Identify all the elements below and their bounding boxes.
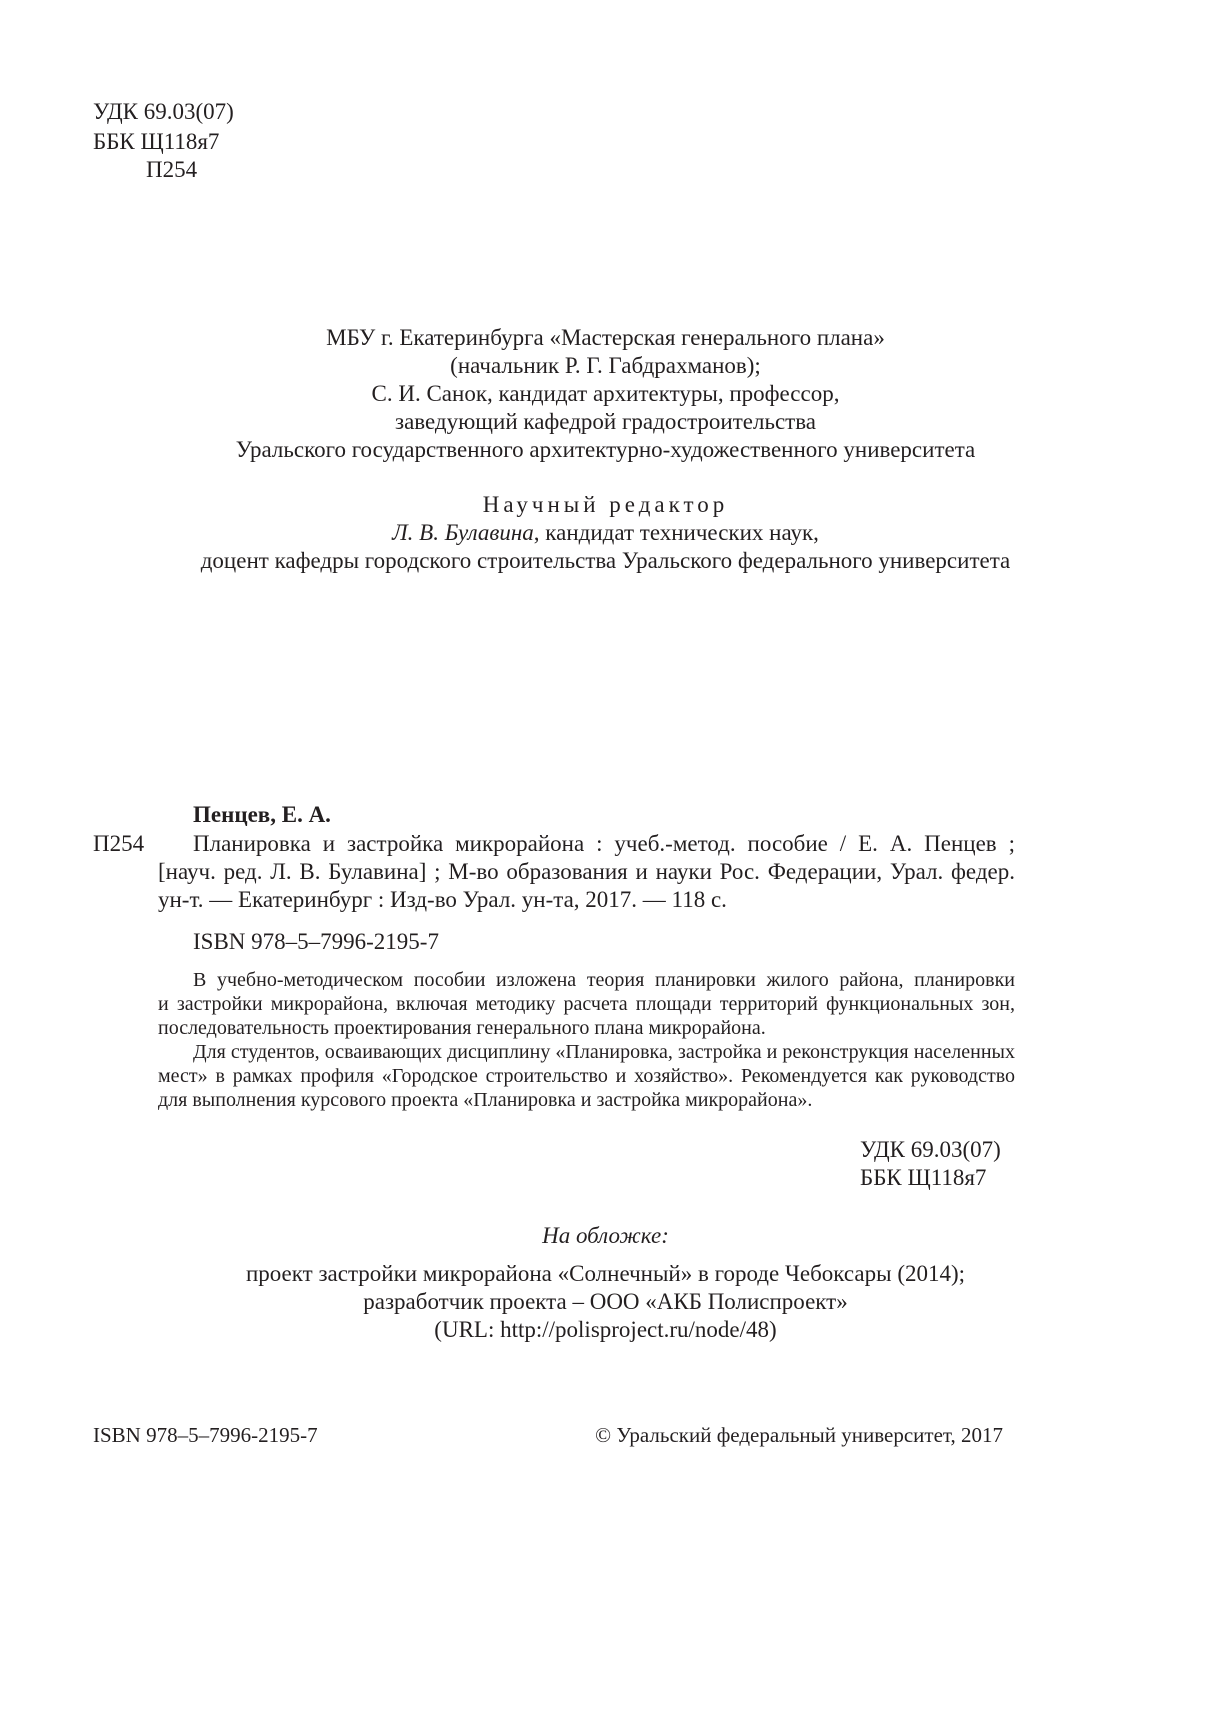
catalog-author: Пенцев, Е. А. [193, 802, 331, 827]
reviewer-line: Уральского государственного архитектурно-художественного университета [235, 437, 976, 462]
editor-heading: Научный редактор [482, 492, 729, 517]
biblio-line: Планировка и застройка микрорайона : учеб.-метод. пособие / Е. А. Пенцев ; [193, 831, 1015, 856]
cover-line: разработчик проекта – ООО «АКБ Полиспроект» [363, 1289, 848, 1314]
annotation-line: Для студентов, осваивающих дисциплину «Планировка, застройка и реконструкция населенных [193, 1041, 1015, 1063]
footer-copyright: © Уральский федеральный университет, 2017 [595, 1423, 1003, 1447]
reviewer-line: МБУ г. Екатеринбурга «Мастерская генерального плана» [326, 325, 885, 350]
annotation-line: В учебно-методическом пособии изложена теория планировки жилого района, планировки [193, 969, 1015, 991]
annotation-line: и застройки микрорайона, включая методику расчета площади территорий функциональных зон, [158, 993, 1015, 1015]
bbk-code: ББК Щ118я7 [93, 129, 220, 154]
catalog-bbk: ББК Щ118я7 [860, 1165, 987, 1190]
cover-heading: На обложке: [542, 1223, 669, 1248]
annotation-line: для выполнения курсового проекта «Планировка и застройка микрорайона». [158, 1089, 813, 1111]
cover-line: (URL: http://polisproject.ru/node/48) [434, 1317, 777, 1342]
catalog-sign: П254 [93, 831, 145, 856]
biblio-line: ун-т. — Екатеринбург : Изд-во Урал. ун-та, 2017. — 118 с. [158, 887, 727, 912]
editor-position: доцент кафедры городского строительства Уральского федерального университета [200, 548, 1011, 573]
editor-degree: , кандидат технических наук, [533, 520, 819, 545]
annotation-line: мест» в рамках профиля «Городское строительство и хозяйство». Рекомендуется как руководство [158, 1065, 1015, 1087]
cover-line: проект застройки микрорайона «Солнечный» в городе Чебоксары (2014); [245, 1261, 966, 1286]
editor-name-line [0, 521, 1211, 544]
editor-name: Л. В. Булавина [392, 520, 534, 545]
reviewer-line: (начальник Р. Г. Габдрахманов); [450, 353, 761, 378]
annotation-line: последовательность проектирования генерального плана микрорайона. [158, 1017, 766, 1039]
footer-isbn: ISBN 978–5–7996-2195-7 [93, 1423, 318, 1447]
reviewer-line: С. И. Санок, кандидат архитектуры, профессор, [371, 381, 840, 406]
biblio-line: [науч. ред. Л. В. Булавина] ; М-во образования и науки Рос. Федерации, Урал. федер. [158, 859, 1015, 884]
udk-code: УДК 69.03(07) [93, 99, 234, 124]
catalog-udk: УДК 69.03(07) [860, 1137, 1001, 1162]
reviewer-line: заведующий кафедрой градостроительства [394, 409, 816, 434]
author-sign: П254 [146, 157, 198, 182]
catalog-isbn: ISBN 978–5–7996-2195-7 [193, 929, 439, 954]
